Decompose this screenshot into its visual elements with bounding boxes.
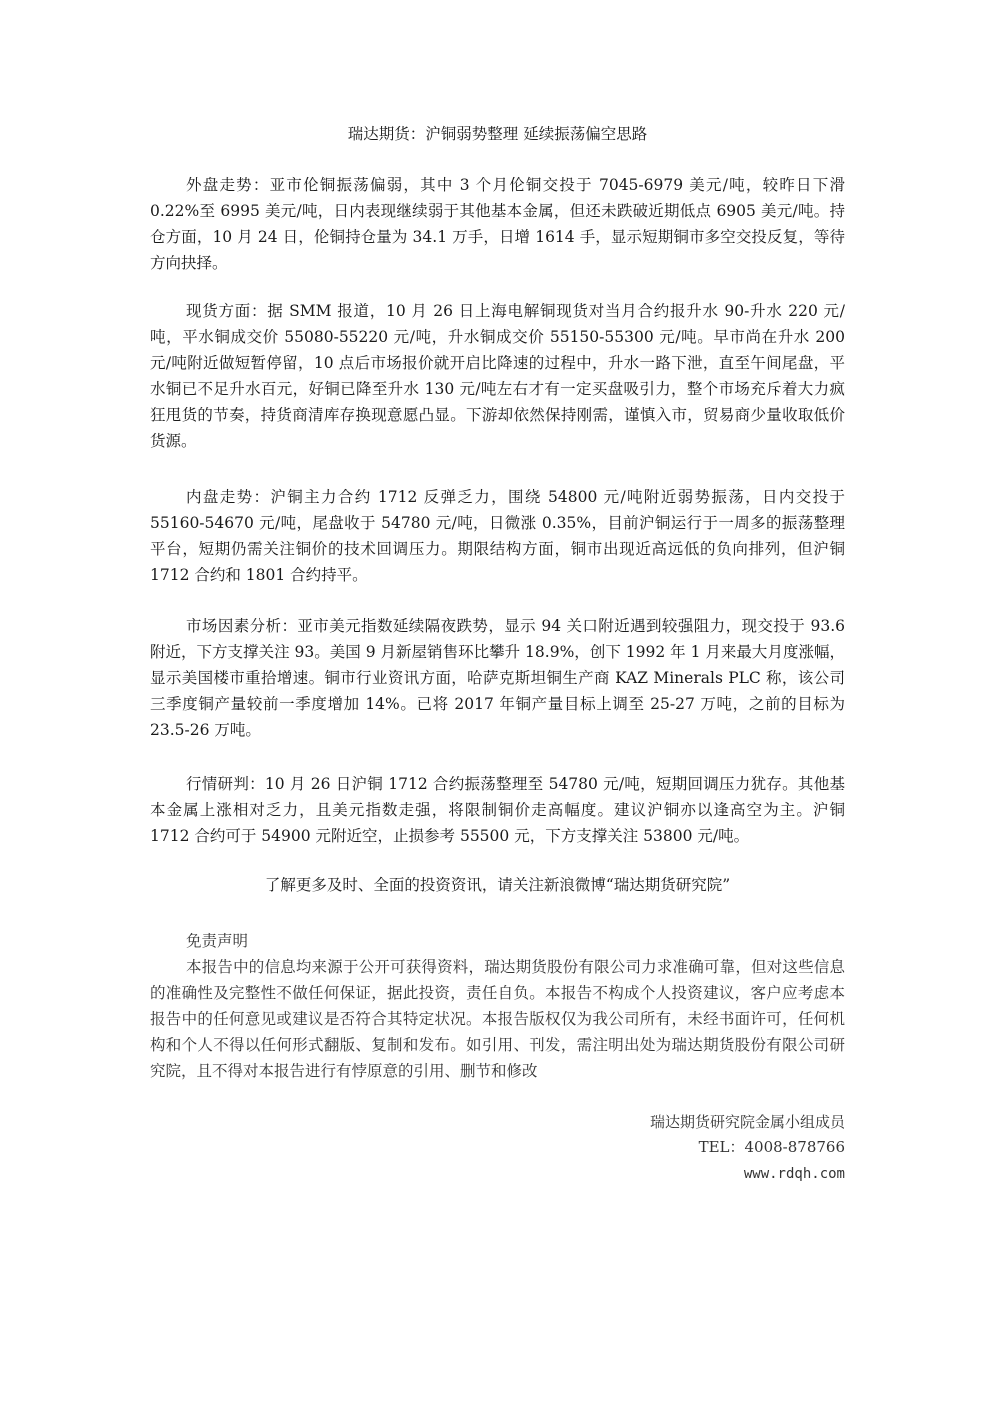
paragraph-market-factors: 市场因素分析：亚市美元指数延续隔夜跌势，显示 94 关口附近遇到较强阻力，现交投于 93.6 附近，下方支撑关注 93。美国 9 月新屋销售环比攀升 18.9%，创下 1992 年 1 月来最大月度涨幅，显示美国楼市重拾增速。铜市行业资讯方面，哈萨克斯坦铜生产商 KAZ Minerals PLC 称，该公司三季度铜产量较前一季度增加 14%。已将 2017 年铜产量目标上调至 25-27 万吨，之前的目标为 23.5-26 万吨。 (150, 617, 845, 739)
signature-team: 瑞达期货研究院金属小组成员 (649, 1113, 845, 1131)
paragraph-spot-market: 现货方面：据 SMM 报道，10 月 26 日上海电解铜现货对当月合约报升水 90-升水 220 元/吨，平水铜成交价 55080-55220 元/吨，升水铜成交价 55150-55300 元/吨。早市尚在升水 200 元/吨附近做短暂停留，10 点后市场报价就开启比降速的过程中，升水一路下泄，直至午间尾盘，平水铜已不足升水百元，好铜已降至升水 130 元/吨左右才有一定买盘吸引力，整个市场充斥着大力疯狂甩货的节奏，持货商清库存换现意愿凸显。下游却依然保持刚需，谨慎入市，贸易商少量收取低价货源。 (150, 302, 845, 450)
paragraph-domestic-market: 内盘走势：沪铜主力合约 1712 反弹乏力，围绕 54800 元/吨附近弱势振荡，日内交投于 55160-54670 元/吨，尾盘收于 54780 元/吨，日微涨 0.35%，目前沪铜运行于一周多的振荡整理平台，短期仍需关注铜价的技术回调压力。期限结构方面，铜市出现近高远低的负向排列，但沪铜 1712 合约和 1801 合约持平。 (150, 488, 845, 584)
document-title: 瑞达期货：沪铜弱势整理 延续振荡偏空思路 (347, 125, 648, 143)
disclaimer-body: 本报告中的信息均来源于公开可获得资料，瑞达期货股份有限公司力求准确可靠，但对这些信息的准确性及完整性不做任何保证，据此投资，责任自负。本报告不构成个人投资建议，客户应考虑本报告中的任何意见或建议是否符合其特定状况。本报告版权仅为我公司所有，未经书面许可，任何机构和个人不得以任何形式翻版、复制和发布。如引用、刊发，需注明出处为瑞达期货股份有限公司研究院，且不得对本报告进行有悖原意的引用、删节和修改 (150, 958, 845, 1080)
paragraph-outlook: 行情研判：10 月 26 日沪铜 1712 合约振荡整理至 54780 元/吨，短期回调压力犹存。其他基本金属上涨相对乏力，且美元指数走强，将限制铜价走高幅度。建议沪铜亦以逢高空为主。沪铜 1712 合约可于 54900 元附近空，止损参考 55500 元，下方支撑关注 53800 元/吨。 (150, 775, 845, 845)
follow-note: 了解更多及时、全面的投资资讯，请关注新浪微博“瑞达期货研究院” (264, 876, 731, 894)
disclaimer-title: 免责声明 (186, 932, 249, 950)
signature-tel: TEL：4008-878766 (698, 1138, 845, 1156)
paragraph-external-market: 外盘走势：亚市伦铜振荡偏弱，其中 3 个月伦铜交投于 7045-6979 美元/吨，较昨日下滑 0.22%至 6995 美元/吨，日内表现继续弱于其他基本金属，但还未跌破近期低点 6905 美元/吨。持仓方面，10 月 24 日，伦铜持仓量为 34.1 万手，日增 1614 手，显示短期铜市多空交投反复，等待方向抉择。 (150, 176, 845, 272)
signature-website: www.rdqh.com (743, 1166, 845, 1182)
